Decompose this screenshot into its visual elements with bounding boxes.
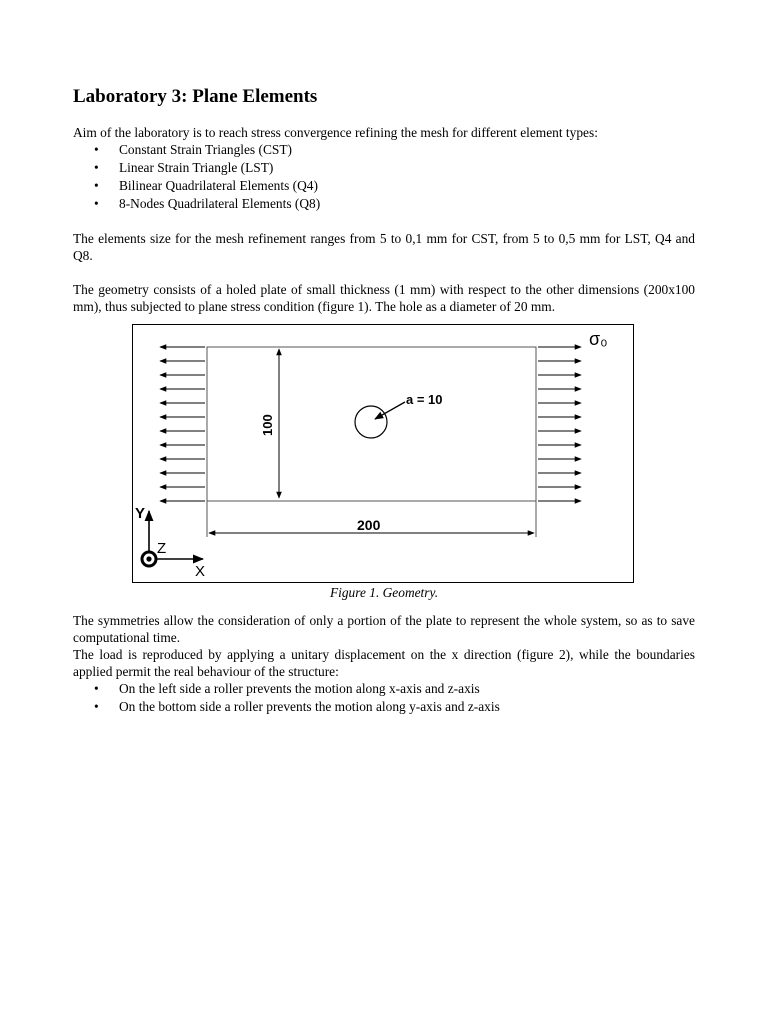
list-item: • Constant Strain Triangles (CST) <box>73 141 695 159</box>
boundary-list <box>73 680 695 716</box>
height-label: 100 <box>260 414 275 436</box>
z-axis-dot <box>146 556 151 561</box>
load-paragraph: The load is reproduced by applying a unitary displacement on the x direction (figure 2), while the boundaries applied permit the real behaviour of the structure: <box>73 647 695 679</box>
right-load-arrows <box>538 347 581 501</box>
axis-y-label: Y <box>135 505 146 522</box>
page-title: Laboratory 3: Plane Elements <box>73 86 318 107</box>
geometry-paragraph: The geometry consists of a holed plate of small thickness (1 mm) with respect to the other dimensions (200x100 mm), thus subjected to plane stress condition (figure 1). The hole as a diameter of 20 mm. <box>73 282 695 314</box>
left-load-arrows <box>160 347 205 501</box>
radius-label: a = 10 <box>406 392 443 407</box>
list-item: • Linear Strain Triangle (LST) <box>73 159 695 177</box>
width-label: 200 <box>357 517 381 533</box>
symmetry-paragraph: The symmetries allow the consideration of only a portion of the plate to represent the whole system, so as to save computational time. <box>73 613 695 645</box>
axis-z-label: Z <box>157 540 167 557</box>
hole-circle <box>355 406 387 438</box>
aim-paragraph: Aim of the laboratory is to reach stress convergence refining the mesh for different element types: <box>73 125 598 140</box>
element-types-list <box>73 141 695 213</box>
geometry-figure <box>132 324 634 583</box>
mesh-paragraph: The elements size for the mesh refinement ranges from 5 to 0,1 mm for CST, from 5 to 0,5 mm for LST, Q4 and Q8. <box>73 231 695 263</box>
list-item: • On the left side a roller prevents the motion along x-axis and z-axis <box>73 680 695 698</box>
list-item: • Bilinear Quadrilateral Elements (Q4) <box>73 177 695 195</box>
axis-x-label: X <box>195 563 206 580</box>
figure-caption: Figure 1. Geometry. <box>329 585 439 600</box>
list-item: • On the bottom side a roller prevents the motion along y-axis and z-axis <box>73 698 695 716</box>
list-item: • 8-Nodes Quadrilateral Elements (Q8) <box>73 195 695 213</box>
sigma-label: σ₀ <box>589 329 608 349</box>
document-page <box>73 86 695 716</box>
